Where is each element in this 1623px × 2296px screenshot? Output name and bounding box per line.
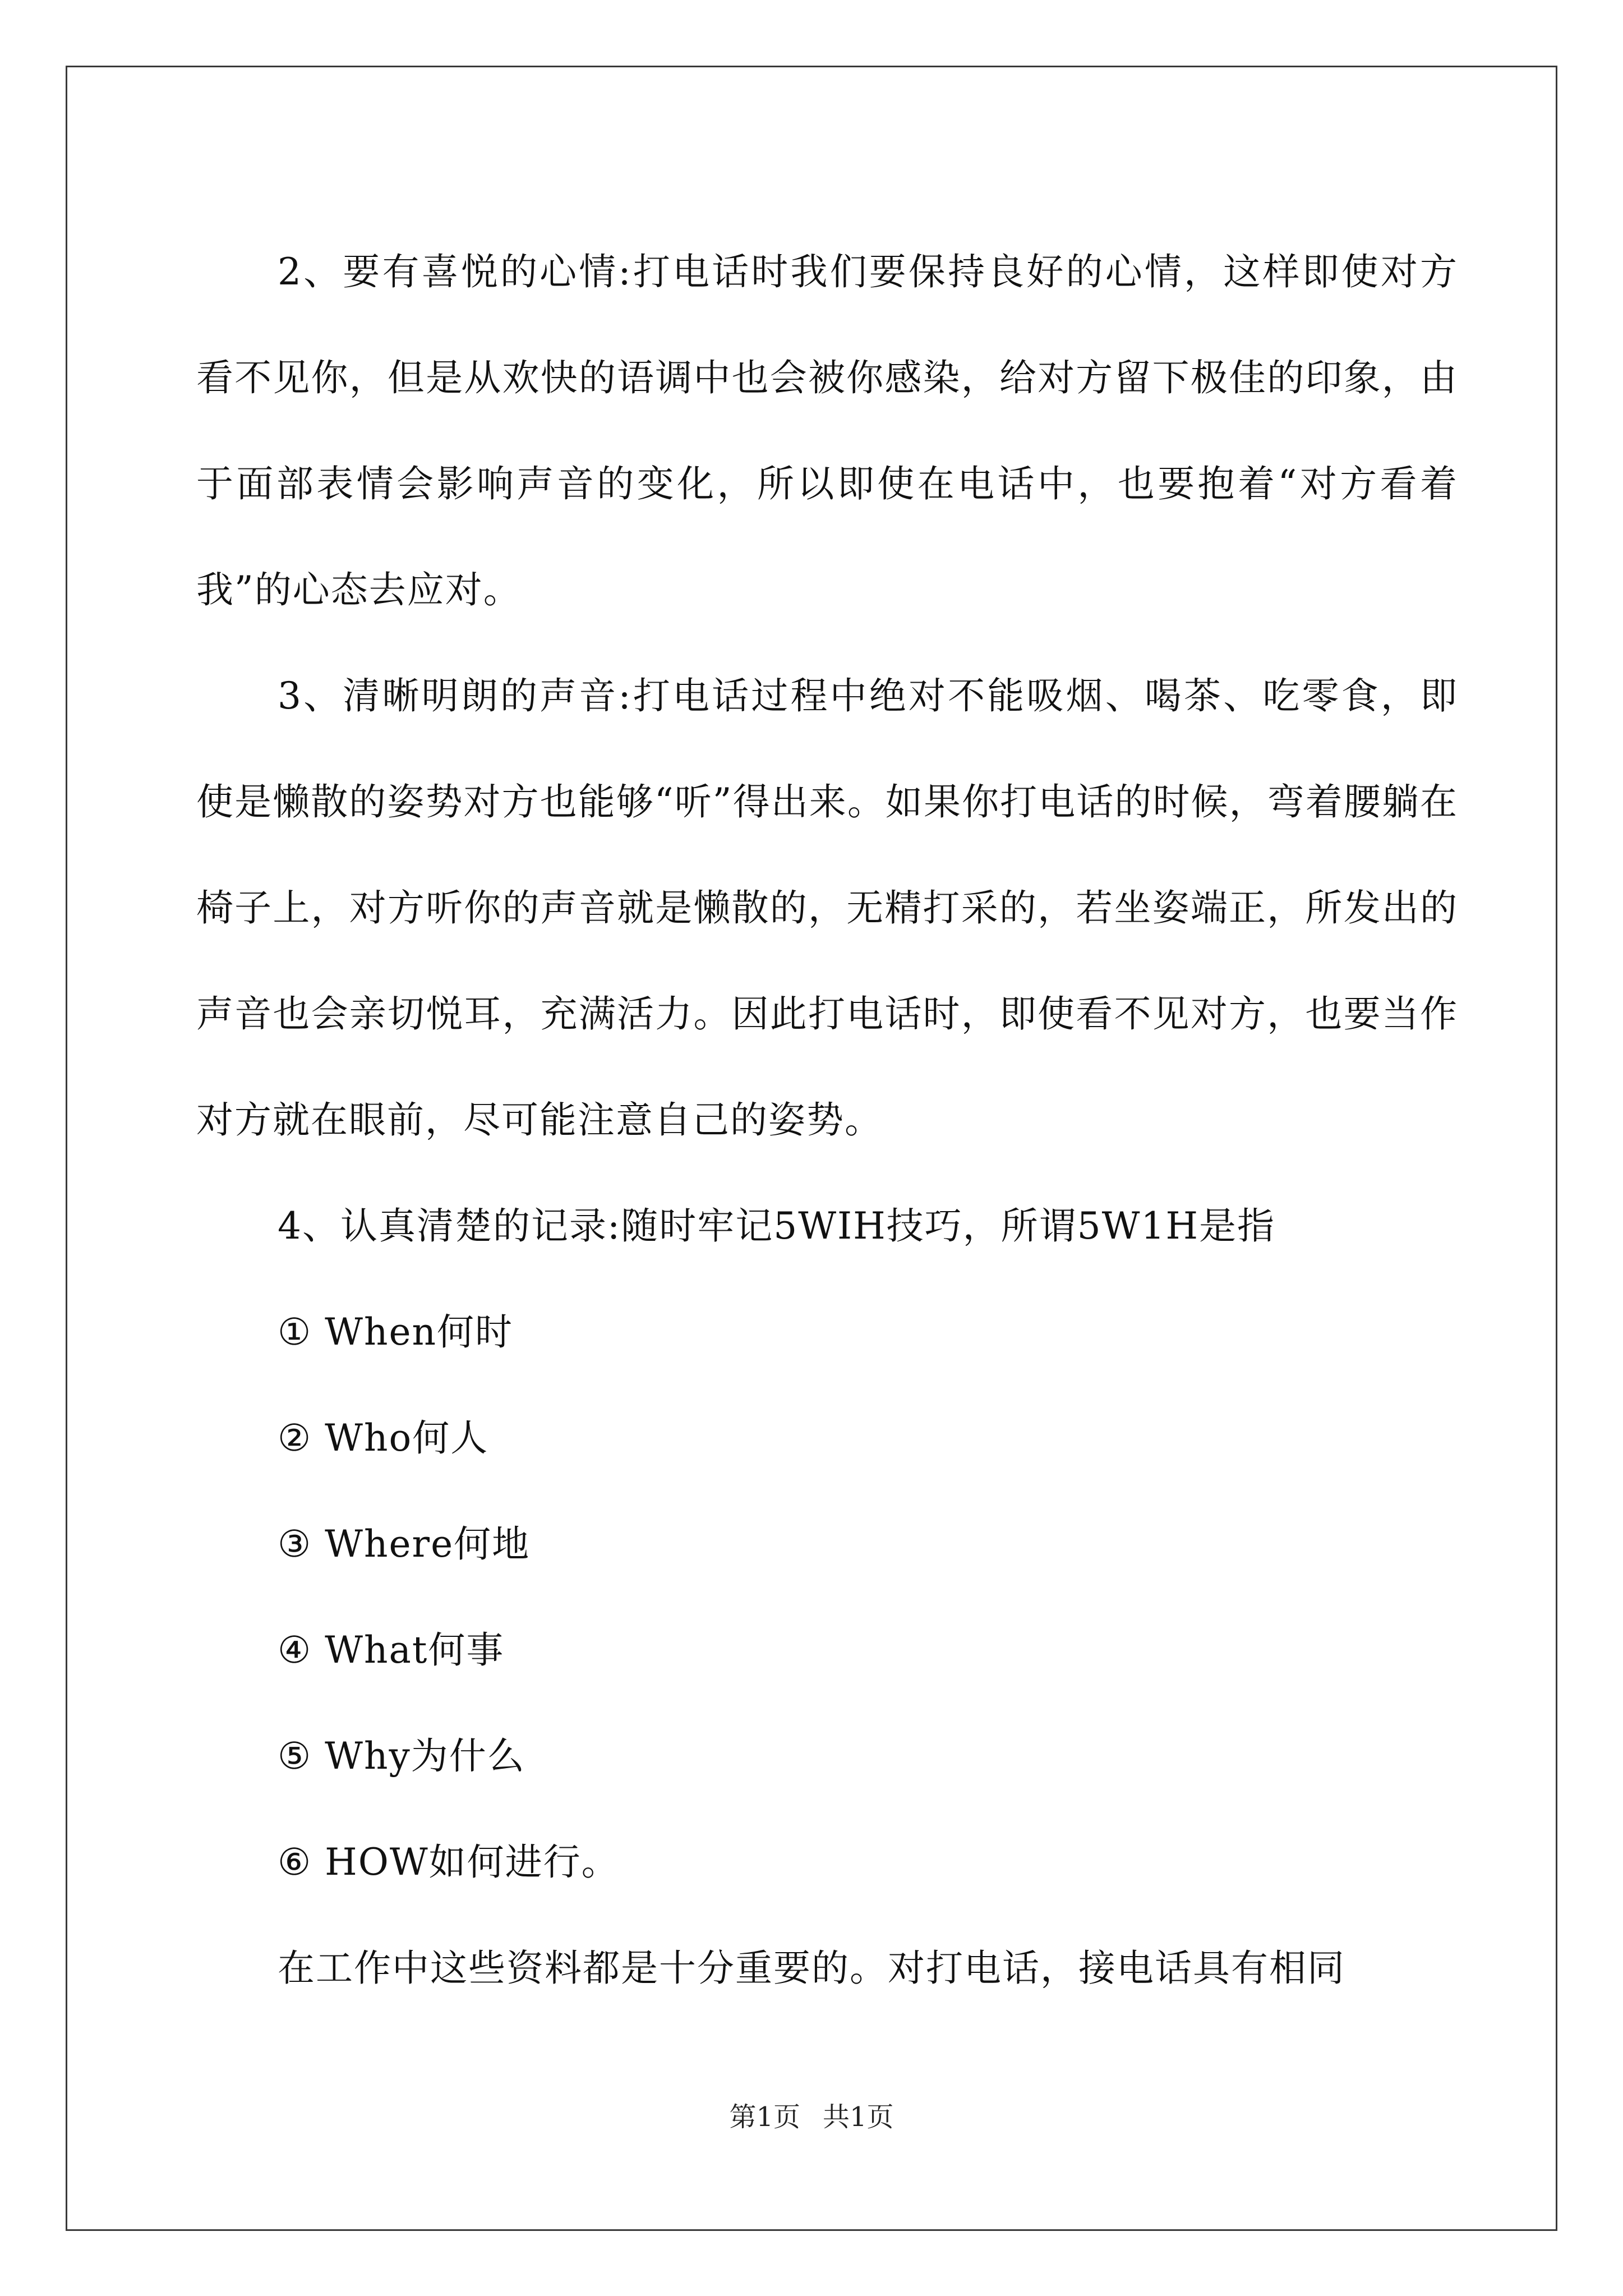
page-number-current: 第1页 [729,2101,800,2133]
list-item-what: ④ What何事 [278,1628,505,1672]
paragraph-pleasant-mood: 2、要有喜悦的心情:打电话时我们要保持良好的心情，这样即使对方看不见你，但是从欢快的语调中也会被你感染，给对方留下极佳的印象，由于面部表情会影响声音的变化，所以即使在电话中，也要抱着“对方看着我”的心态去应对。 [196,250,1458,611]
list-item-where: ③ Where何地 [278,1522,531,1566]
list-item-who: ② Who何人 [278,1416,489,1460]
list-item-why: ⑤ Why为什么 [278,1734,525,1778]
page-footer [0,2095,1623,2134]
list-item-how: ⑥ HOW如何进行。 [278,1841,620,1884]
document-body [196,219,1458,2021]
list-item-when: ① When何时 [278,1310,514,1354]
page-number-total: 共1页 [823,2101,894,2133]
paragraph-closing: 在工作中这些资料都是十分重要的。对打电话，接电话具有相同 [278,1947,1345,1990]
paragraph-careful-records: 4、认真清楚的记录:随时牢记5WIH技巧，所谓5W1H是指 [278,1204,1276,1248]
paragraph-clear-voice: 3、清晰明朗的声音:打电话过程中绝对不能吸烟、喝茶、吃零食，即使是懒散的姿势对方也能够“听”得出来。如果你打电话的时候，弯着腰躺在椅子上，对方听你的声音就是懒散的，无精打采的，若坐姿端正，所发出的声音也会亲切悦耳，充满活力。因此打电话时，即使看不见对方，也要当作对方就在眼前，尽可能注意自己的姿势。 [196,674,1458,1142]
